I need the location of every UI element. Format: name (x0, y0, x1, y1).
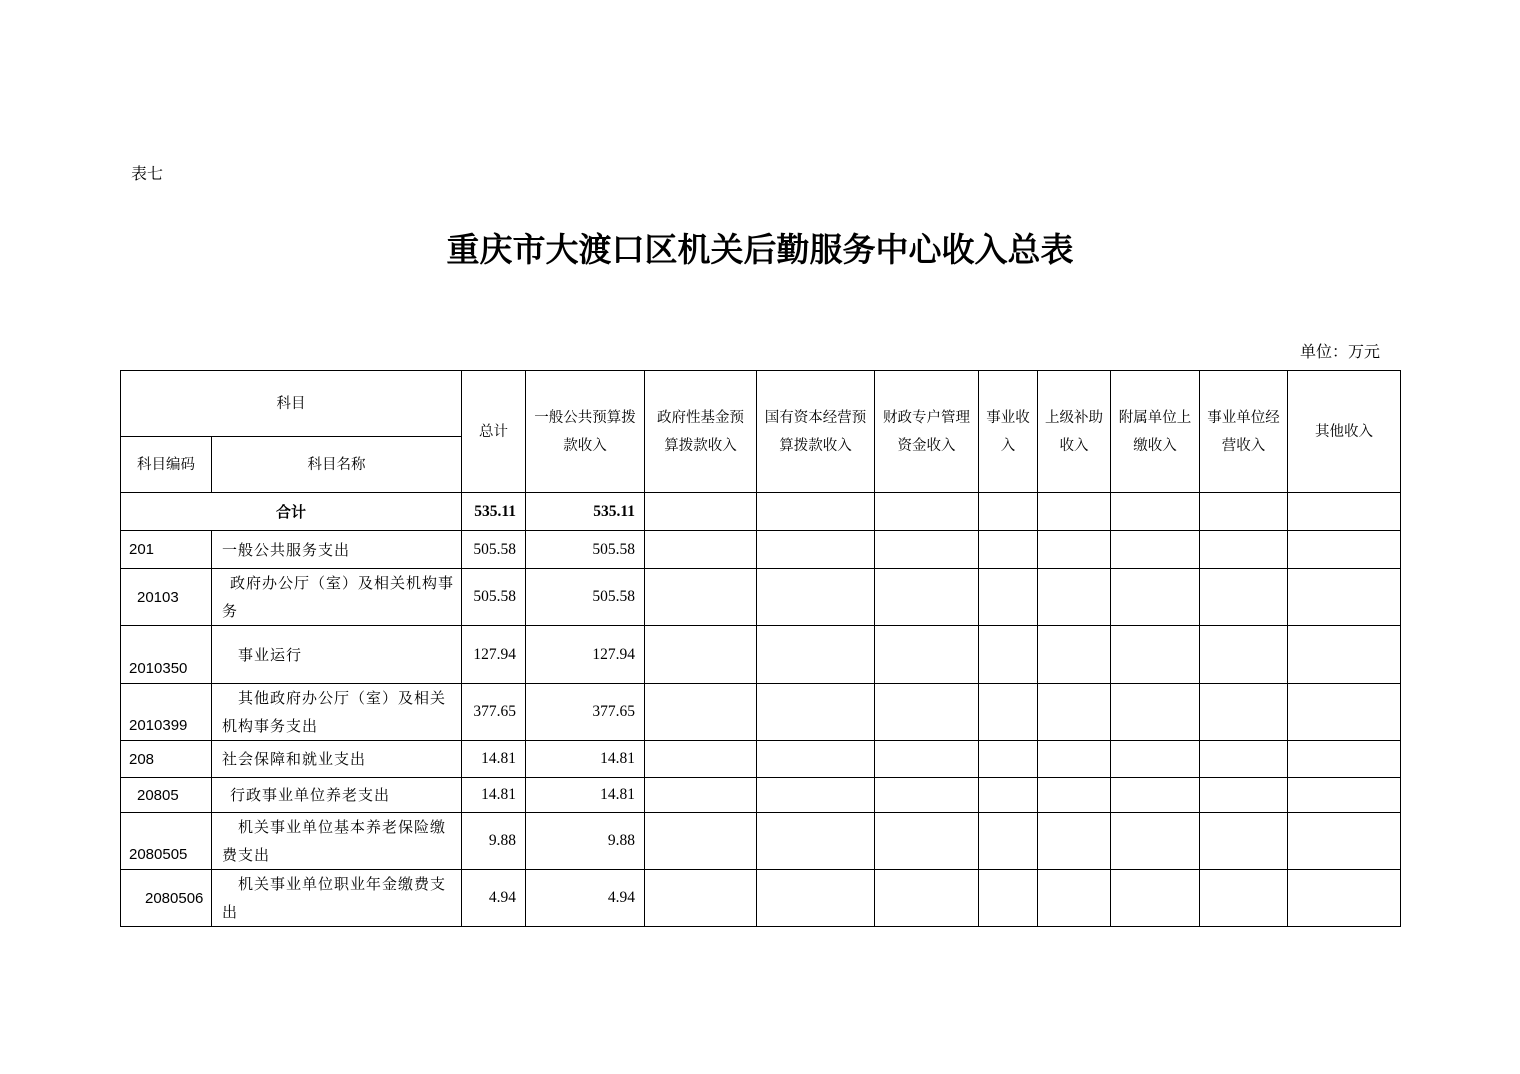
header-total: 总计 (462, 371, 526, 493)
total-general-budget: 535.11 (526, 493, 645, 531)
row-total: 14.81 (462, 741, 526, 778)
header-special-account: 财政专户管理资金收入 (875, 371, 979, 493)
row-total: 9.88 (462, 813, 526, 870)
table-row (121, 531, 1401, 569)
row-total: 505.58 (462, 569, 526, 626)
table-row (121, 778, 1401, 813)
header-code: 科目编码 (121, 437, 212, 493)
row-name: 社会保障和就业支出 (212, 741, 462, 778)
row-general-budget: 377.65 (526, 684, 645, 741)
header-state-capital: 国有资本经营预算拨款收入 (757, 371, 875, 493)
header-business: 事业收入 (979, 371, 1038, 493)
row-name: 事业运行 (212, 626, 462, 684)
header-subject: 科目 (121, 371, 462, 437)
row-name: 其他政府办公厅（室）及相关机构事务支出 (212, 684, 462, 741)
total-row (121, 493, 1401, 531)
header-operation: 事业单位经营收入 (1200, 371, 1288, 493)
row-total: 4.94 (462, 870, 526, 927)
row-total: 505.58 (462, 531, 526, 569)
row-general-budget: 4.94 (526, 870, 645, 927)
table-row (121, 741, 1401, 778)
page-title: 重庆市大渡口区机关后勤服务中心收入总表 (446, 230, 1074, 269)
header-other: 其他收入 (1288, 371, 1401, 493)
row-code: 201 (121, 531, 212, 569)
row-total: 14.81 (462, 778, 526, 813)
row-code: 20103 (121, 569, 212, 626)
row-general-budget: 14.81 (526, 741, 645, 778)
row-code: 2010350 (121, 626, 212, 684)
table-row (121, 569, 1401, 626)
row-code: 2080506 (121, 870, 212, 927)
table-row (121, 870, 1401, 927)
row-name: 政府办公厅（室）及相关机构事务 (212, 569, 462, 626)
row-name: 一般公共服务支出 (212, 531, 462, 569)
row-name: 行政事业单位养老支出 (212, 778, 462, 813)
row-code: 208 (121, 741, 212, 778)
row-name: 机关事业单位职业年金缴费支出 (212, 870, 462, 927)
table-row (121, 684, 1401, 741)
row-general-budget: 9.88 (526, 813, 645, 870)
header-subsidy: 上级补助收入 (1038, 371, 1111, 493)
row-general-budget: 127.94 (526, 626, 645, 684)
header-general-budget: 一般公共预算拨款收入 (526, 371, 645, 493)
row-code: 2080505 (121, 813, 212, 870)
header-gov-fund: 政府性基金预算拨款收入 (645, 371, 757, 493)
income-summary-table (120, 370, 1401, 927)
header-affiliated: 附属单位上缴收入 (1111, 371, 1200, 493)
total-total: 535.11 (462, 493, 526, 531)
table-row (121, 813, 1401, 870)
header-name: 科目名称 (212, 437, 462, 493)
row-total: 377.65 (462, 684, 526, 741)
table-number-label: 表七 (131, 164, 164, 183)
row-name: 机关事业单位基本养老保险缴费支出 (212, 813, 462, 870)
row-general-budget: 505.58 (526, 569, 645, 626)
unit-label: 单位：万元 (1300, 342, 1381, 361)
total-label: 合计 (121, 493, 462, 531)
row-general-budget: 505.58 (526, 531, 645, 569)
table-row (121, 626, 1401, 684)
row-code: 20805 (121, 778, 212, 813)
row-general-budget: 14.81 (526, 778, 645, 813)
row-total: 127.94 (462, 626, 526, 684)
row-code: 2010399 (121, 684, 212, 741)
